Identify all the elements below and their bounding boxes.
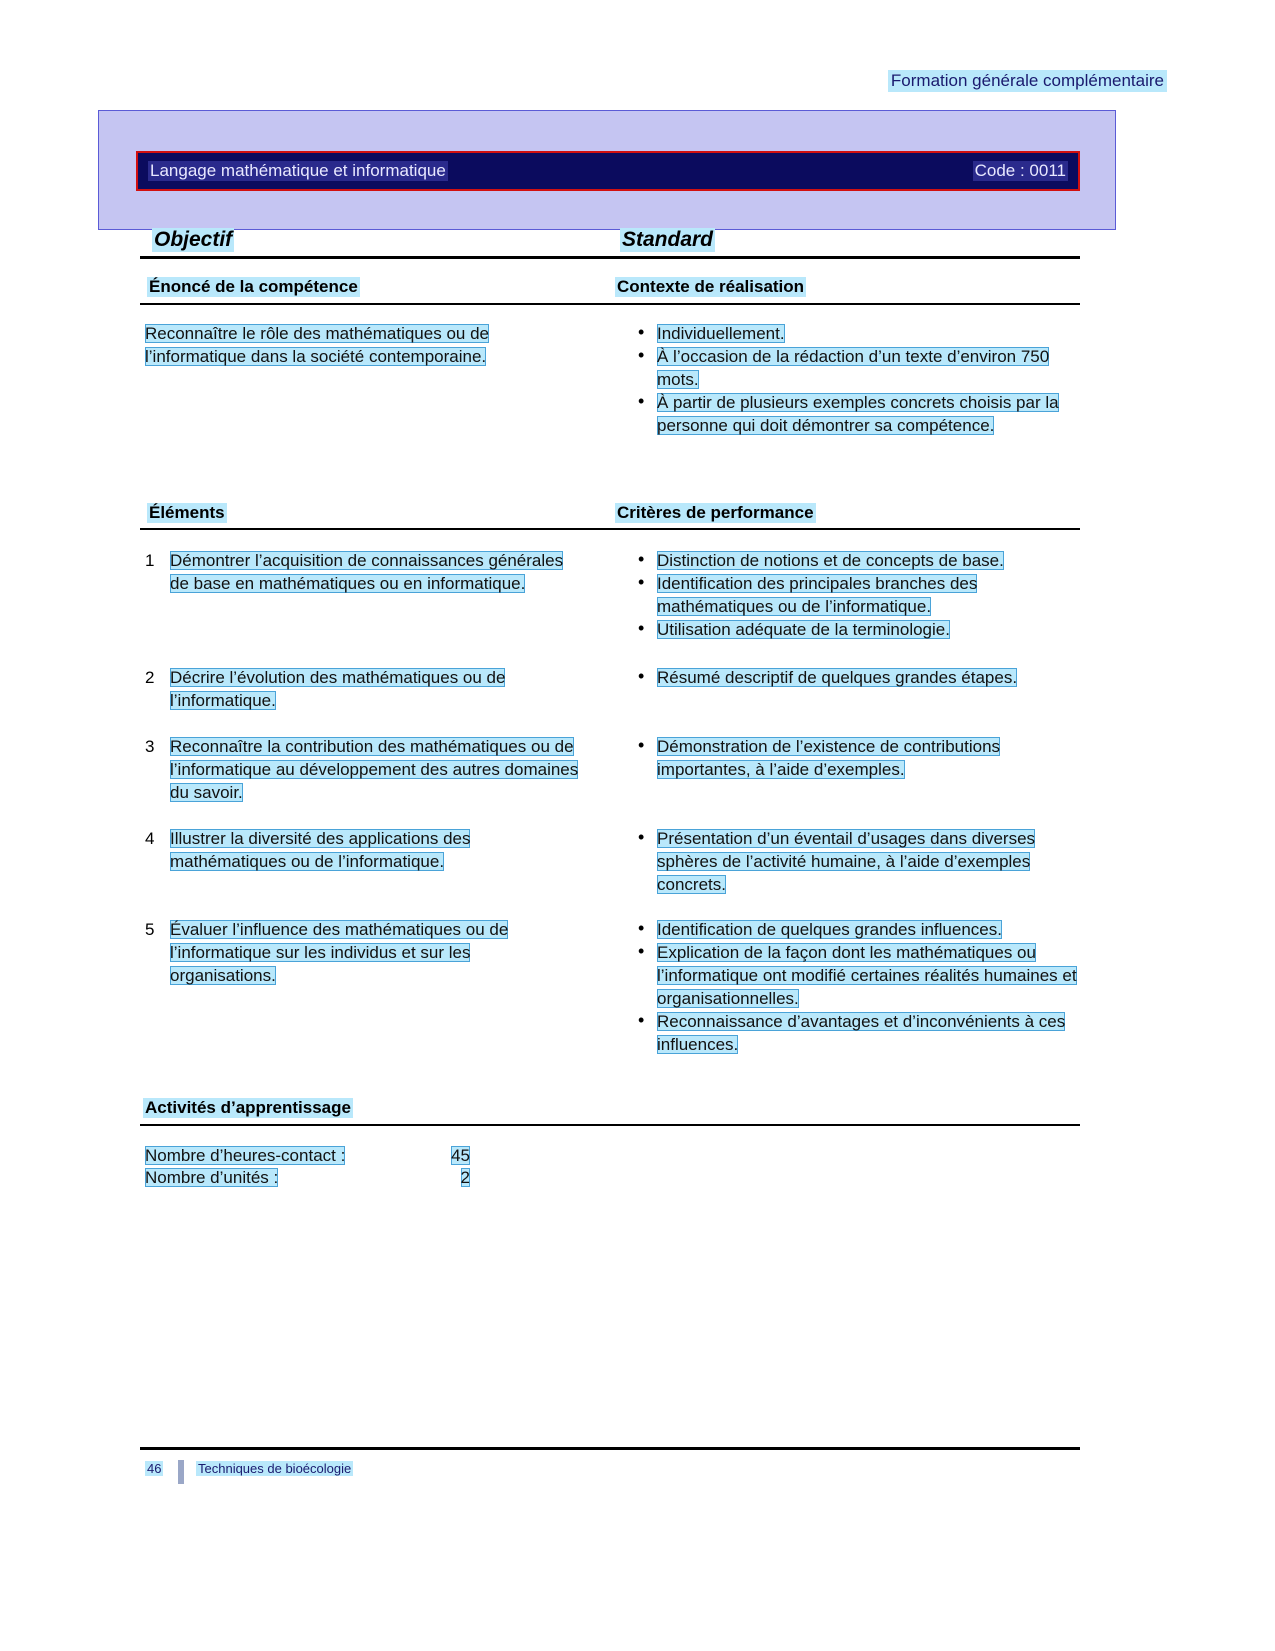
course-title-text: Langage mathématique et informatique	[150, 161, 446, 180]
rule-under-elements	[140, 528, 1080, 530]
criteres-list	[632, 827, 1072, 896]
list-item: • Présentation d’un éventail d’usages dans diverses sphères de l’activité humaine, à l’aide d’exemples concrets.	[632, 827, 1072, 896]
list-item: • Résumé descriptif de quelques grandes étapes.	[632, 666, 1072, 689]
element-text: Reconnaître la contribution des mathématiques ou de l’informatique au développement des autres domaines du savoir.	[170, 737, 579, 802]
element-number: 1	[145, 551, 155, 570]
rule-under-objectif-standard	[140, 256, 1080, 259]
heading-criteres: Critères de performance	[617, 503, 814, 522]
heures-contact-value: 45	[451, 1146, 470, 1165]
footer-divider	[178, 1460, 184, 1484]
running-head: Formation générale complémentaire	[888, 70, 1167, 92]
rule-under-activites	[140, 1124, 1080, 1126]
list-item: • Individuellement.	[632, 322, 1072, 345]
footer-rule	[140, 1447, 1080, 1450]
heures-contact-label: Nombre d’heures-contact :	[145, 1146, 346, 1165]
list-item: • Utilisation adéquate de la terminologie.	[632, 618, 1072, 641]
list-item: • Identification de quelques grandes influences.	[632, 918, 1077, 941]
list-item: • À partir de plusieurs exemples concrets choisis par la personne qui doit démontrer sa compétence.	[632, 391, 1072, 437]
unites-value: 2	[460, 1168, 470, 1187]
list-item: • Démonstration de l’existence de contributions importantes, à l’aide d’exemples.	[632, 735, 1072, 781]
criteres-list	[632, 666, 1072, 689]
course-title-block	[98, 110, 1116, 230]
heading-enonce: Énoncé de la compétence	[149, 277, 358, 296]
criteres-list	[632, 735, 1072, 781]
list-item: • Reconnaissance d’avantages et d’inconvénients à ces influences.	[632, 1010, 1077, 1056]
course-code-text: Code : 0011	[974, 161, 1066, 180]
element-number: 5	[145, 920, 155, 939]
list-item: • Distinction de notions et de concepts de base.	[632, 549, 1072, 572]
enonce-text: Reconnaître le rôle des mathématiques ou de l’informatique dans la société contemporaine.	[145, 324, 489, 366]
element-text: Évaluer l’influence des mathématiques ou de l’informatique sur les individus et sur les organisations.	[170, 920, 509, 985]
criteres-list	[632, 918, 1077, 1056]
heading-contexte: Contexte de réalisation	[617, 277, 805, 296]
column-heading-objectif: Objectif	[154, 228, 233, 251]
element-text: Démontrer l’acquisition de connaissances générales de base en mathématiques ou en informatique.	[170, 551, 564, 593]
element-text: Décrire l’évolution des mathématiques ou de l’informatique.	[170, 668, 506, 710]
list-item: • Identification des principales branches des mathématiques ou de l’informatique.	[632, 572, 1072, 618]
course-title-bar	[136, 151, 1080, 191]
heading-activites: Activités d’apprentissage	[145, 1098, 351, 1117]
element-number: 2	[145, 668, 155, 687]
column-heading-standard: Standard	[622, 228, 714, 251]
unites-label: Nombre d’unités :	[145, 1168, 279, 1187]
heading-elements: Éléments	[149, 503, 225, 522]
element-number: 3	[145, 737, 155, 756]
element-text: Illustrer la diversité des applications des mathématiques ou de l’informatique.	[170, 829, 471, 871]
footer-program-name: Techniques de bioécologie	[198, 1461, 352, 1476]
list-item: • Explication de la façon dont les mathématiques ou l’informatique ont modifié certaines réalités humaines et organisationnelles.	[632, 941, 1077, 1010]
footer-page-number: 46	[147, 1461, 162, 1476]
rule-under-enonce	[140, 303, 1080, 305]
element-number: 4	[145, 829, 155, 848]
criteres-list	[632, 549, 1072, 641]
contexte-list	[632, 322, 1072, 437]
list-item: • À l’occasion de la rédaction d’un texte d’environ 750 mots.	[632, 345, 1072, 391]
